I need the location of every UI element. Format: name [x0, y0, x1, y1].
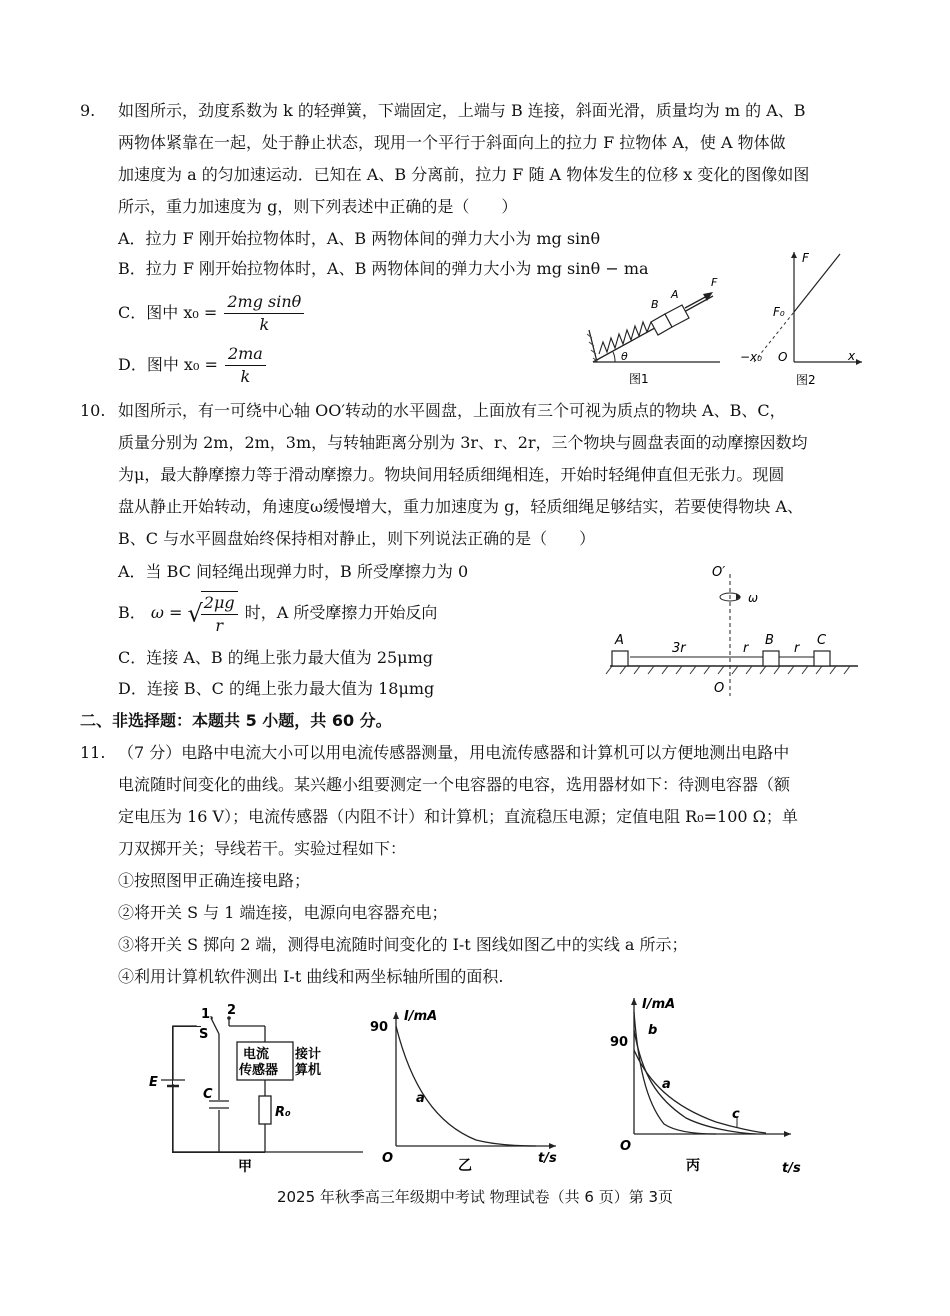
q9-option-c-fraction [224, 291, 304, 336]
q10-text-line: B、C 与水平圆盘始终保持相对静止，则下列说法正确的是（ ） [118, 529, 596, 548]
q10-option-b-prefix: B． [118, 603, 146, 622]
q10-option-b-denominator: r [215, 615, 224, 635]
q11-step: ④利用计算机软件测出 I-t 曲线和两坐标轴所围的面积. [118, 967, 504, 986]
bing-tick-90: 90 [610, 1035, 629, 1050]
q9-option-c-numerator: 2mg sinθ [224, 291, 304, 314]
fig1-label-f: F [711, 276, 718, 289]
q11-text-line: 电流随时间变化的曲线。某兴趣小组要测定一个电容器的电容，选用器材如下：待测电容器（额 [118, 775, 791, 794]
q10-fig-label-o-prime: O′ [712, 565, 726, 580]
q10-text-line: 质量分别为 2m，2m，3m，与转轴距离分别为 3r、r、2r，三个物块与圆盘表面的动摩擦因数均 [118, 433, 808, 452]
q9-text-line: 加速度为 a 的匀加速运动．已知在 A、B 分离前，拉力 F 随 A 物体发生的位移 x 变化的图像如图 [118, 165, 810, 184]
jia-label-s: S [199, 1027, 209, 1042]
q10-number: 10. [80, 401, 106, 420]
q10-fig-label-r1: r [743, 641, 749, 656]
jia-sensor-line1: 电流 [243, 1047, 270, 1062]
q10-option-b-omega: ω = [150, 603, 183, 622]
q11-step: ②将开关 S 与 1 端连接，电源向电容器充电； [118, 903, 448, 922]
q10-fig-label-3r: 3r [672, 641, 686, 656]
bing-curve-a: a [662, 1077, 671, 1092]
jia-label-r0: R₀ [275, 1105, 291, 1120]
jia-bottom-wire [172, 1152, 265, 1153]
q11-text-line: 刀双掷开关；导线若干。实验过程如下： [118, 839, 407, 858]
q11-figure-yi-graph [366, 1006, 566, 1176]
bing-caption: 丙 [686, 1158, 700, 1174]
q9-figure-2 [740, 248, 865, 390]
q10-fig-label-o: O [714, 681, 725, 696]
q10-fig-label-b: B [765, 633, 774, 648]
yi-tick-90: 90 [370, 1020, 389, 1035]
q10-fig-label-r2: r [794, 641, 800, 656]
q11-step: ③将开关 S 掷向 2 端，测得电流随时间变化的 I-t 图线如图乙中的实线 a 所示； [118, 935, 688, 954]
yi-origin: O [382, 1151, 394, 1166]
q9-option-c [118, 290, 306, 336]
fig2-label-x: x [848, 349, 856, 363]
q9-option-b: B．拉力 F 刚开始拉物体时，A、B 两物体间的弹力大小为 mg sinθ − ma [118, 259, 649, 278]
q10-option-a: A．当 BC 间轻绳出现弹力时，B 所受摩擦力为 0 [118, 562, 469, 581]
fig2-label-origin: O [778, 350, 788, 364]
q9-option-a: A．拉力 F 刚开始拉物体时，A、B 两物体间的弹力大小为 mg sinθ [118, 229, 601, 248]
jia-top-wire [172, 1026, 201, 1027]
bing-curve-c: c [732, 1107, 740, 1122]
jia-label-e: E [149, 1075, 158, 1090]
q10-fig-label-a: A [615, 633, 624, 648]
jia-computer-line1: 接计 [295, 1047, 322, 1062]
q10-text-line: 为μ，最大静摩擦力等于滑动摩擦力。物块间用轻质细绳相连，开始时轻绳伸直但无张力。现圆 [118, 465, 785, 484]
jia-label-2: 2 [227, 1003, 237, 1018]
fig1-label-theta: θ [621, 350, 628, 363]
bing-origin: O [620, 1139, 632, 1154]
q9-text-line: 所示，重力加速度为 g，则下列表述中正确的是（ ） [118, 197, 518, 216]
bing-xlabel: t/s [782, 1161, 801, 1176]
yi-ylabel: I/mA [404, 1009, 438, 1024]
q11-text-line: 定电压为 16 V）；电流传感器（内阻不计）和计算机；直流稳压电源；定值电阻 R₀=100 Ω；单 [118, 807, 798, 826]
q9-number: 9. [80, 101, 96, 120]
q9-option-d-prefix: D．图中 x₀ = [118, 355, 218, 374]
q10-figure [600, 562, 862, 700]
fig2-label-f0: F₀ [773, 305, 785, 319]
q11-number: 11. [80, 743, 106, 762]
jia-left-wire [172, 1026, 173, 1153]
fig1-label-b: B [651, 298, 659, 311]
page-footer: 2025 年秋季高三年级期中考试 物理试卷（共 6 页）第 3页 [276, 1188, 674, 1206]
q10-option-d: D．连接 B、C 的绳上张力最大值为 18μmg [118, 679, 435, 698]
q9-option-d-fraction [225, 343, 266, 388]
q10-option-c: C．连接 A、B 的绳上张力最大值为 25μmg [118, 648, 433, 667]
q10-option-b-numerator: 2μg [201, 592, 238, 615]
q9-option-d-numerator: 2ma [225, 343, 266, 366]
section-2-heading: 二、非选择题：本题共 5 小题，共 60 分。 [80, 711, 392, 730]
q9-text-line: 如图所示，劲度系数为 k 的轻弹簧，下端固定，上端与 B 连接，斜面光滑，质量均为 m 的 A、B [118, 101, 806, 120]
jia-caption: 甲 [238, 1159, 252, 1175]
q10-option-b-fraction [201, 591, 238, 637]
q9-option-c-prefix: C．图中 x₀ = [118, 303, 218, 322]
q9-figure-1 [585, 270, 725, 390]
fig2-label-neg-x0: −x₀ [740, 350, 762, 364]
fig1-label-a: A [671, 288, 679, 301]
yi-caption: 乙 [458, 1158, 472, 1174]
q9-text-line: 两物体紧靠在一起，处于静止状态，现用一个平行于斜面向上的拉力 F 拉物体 A，使 A 物体做 [118, 133, 786, 152]
q11-text-line: （7 分）电路中电流大小可以用电流传感器测量，用电流传感器和计算机可以方便地测出电路中 [118, 743, 790, 762]
fig2-caption: 图2 [796, 373, 816, 387]
q10-option-b [118, 590, 437, 637]
q9-option-d-denominator: k [240, 367, 251, 386]
q9-option-c-denominator: k [259, 315, 270, 334]
q10-text-line: 如图所示，有一可绕中心轴 OO′转动的水平圆盘，上面放有三个可视为质点的物块 A、B、C， [118, 401, 786, 420]
q9-option-d [118, 342, 268, 388]
q10-fig-label-c: C [817, 633, 827, 648]
yi-xlabel: t/s [538, 1151, 557, 1166]
q11-figure-bing-graph [606, 994, 806, 1174]
q10-fig-label-omega: ω [748, 591, 759, 605]
fig1-caption: 图1 [629, 372, 649, 386]
q11-step: ①按照图甲正确连接电路； [118, 871, 311, 890]
fig2-label-f: F [802, 251, 809, 265]
q10-text-line: 盘从静止开始转动，角速度ω缓慢增大，重力加速度为 g，轻质细绳足够结实，若要使得物块 A、 [118, 497, 804, 516]
q11-figure-jia-circuit [145, 1003, 345, 1176]
jia-computer-line2: 算机 [295, 1063, 322, 1078]
bing-ylabel: I/mA [642, 997, 676, 1012]
jia-sensor-line2: 传感器 [239, 1063, 279, 1078]
sqrt-icon: √ [187, 599, 203, 628]
jia-label-c: C [203, 1087, 213, 1102]
yi-curve-a: a [416, 1091, 425, 1106]
bing-curve-b: b [648, 1023, 658, 1038]
q10-option-b-suffix: 时，A 所受摩擦力开始反向 [244, 603, 438, 622]
jia-label-1: 1 [201, 1007, 211, 1022]
